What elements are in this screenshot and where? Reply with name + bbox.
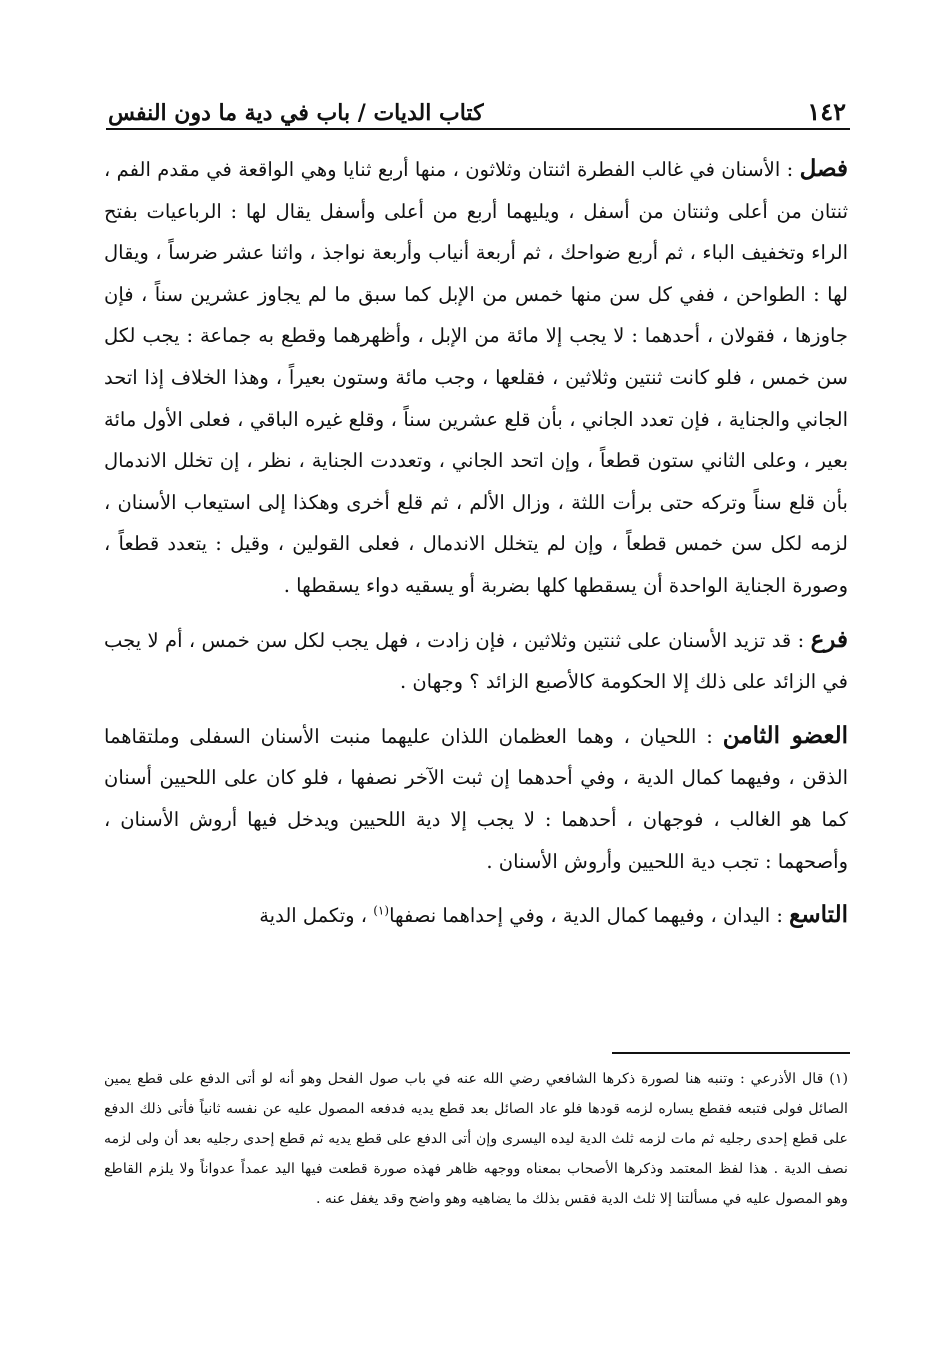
paragraph-lead: فرع <box>810 625 848 653</box>
main-text <box>104 148 848 949</box>
paragraph-lead: فصل <box>799 155 848 182</box>
paragraph-text: : اليدان ، وفيهما كمال الدية ، وفي إحداهما نصفها <box>389 904 790 928</box>
paragraph-fasl <box>104 148 848 607</box>
paragraph-far <box>104 619 848 703</box>
footnote-marker: (١) <box>829 1071 848 1087</box>
page-number: ١٤٢ <box>807 97 846 126</box>
paragraph-eighth-organ <box>104 715 848 882</box>
paragraph-lead: التاسع <box>789 901 848 929</box>
paragraph-text: : قد تزيد الأسنان على ثنتين وثلاثين ، فإن زادت ، فهل يجب لكل سن خمس ، أم لا يجب في الزائد على ذلك إلا الحكومة كالأصبع الزائد ؟ وجهان . <box>104 628 848 694</box>
footnote-reference: (١) <box>373 903 390 918</box>
paragraph-text: : الأسنان في غالب الفطرة اثنتان وثلاثون ، منها أربع ثنايا وهي الواقعة في مقدم الفم ، ثنتان من أعلى وثنتان من أسفل ، ويليهما أربع من أعلى وأسفل يقال لها : الرباعيات بفتح الراء وتخفيف الباء ، ثم أربع ضواحك ، ثم أربعة أنياب وأربعة نواجذ ، واثنا عشر ضرساً ، ويقال لها : الطواحن ، ففي كل سن منها خمس من الإبل كما سبق ما لم يجاوز عشرين سناً ، فإن جاوزها ، فقولان ، أحدهما : لا يجب إلا مائة من الإبل ، وأظهرهما وقطع به جماعة : يجب لكل سن خمس ، فلو كانت ثنتين وثلاثين ، فقلعها ، وجب مائة وستون بعيراً ، وهذا الخلاف إذا اتحد الجاني والجناية ، فإن تعدد الجاني ، بأن قلع عشرين سناً ، وقلع غيره الباقي ، فعلى الأول مائة بعير ، وعلى الثاني ستون قطعاً ، وإن اتحد الجاني ، وتعددت الجناية ، نظر ، إن تخلل الاندمال بأن قلع سناً وتركه حتى برأت اللثة ، وزال الألم ، ثم قلع أخرى وهكذا إلى استيعاب الأسنان ، لزمه لكل سن خمس قطعاً ، وإن لم يتخلل الاندمال ، فعلى القولين ، وقيل : يتعدد قطعاً ، وصورة الجناية الواحدة أن يسقطها كلها بضربة أو يسقيه دواء يسقطها . <box>104 158 848 597</box>
paragraph-text-after: ، وتكمل الدية <box>259 904 374 928</box>
footnote-text: قال الأذرعي : وتنبه هنا لصورة ذكرها الشافعي رضي الله عنه في باب صول الفحل وهو أنه لو أتى الدفع على قطع يمين الصائل فولى فتبعه فقطع يساره لزمه قودها فلو عاد الصائل بعد قطع يديه فدفعه المصول عليه عن نفسه ثانياً فأتى ذلك الدفع على قطع إحدى رجليه ثم مات لزمه ثلث الدية ليده اليسرى وإن أتى الدفع على قطع يديه ثم قطع إحدى رجليه بعد أن ولى لزمه نصف الدية . هذا لفظ المعتمد وذكرها الأصحاب بمعناه ووجهه ظاهر فهذه صورة قطعت فيها اليد عمداً عدواناً ولا يلزم القاطع وهو المصول عليه في مسألتنا إلا ثلث الدية فقس بذلك ما يضاهيه وهو واضح وقد يغفل عنه . <box>104 1071 848 1207</box>
paragraph-lead: العضو الثامن <box>722 721 848 749</box>
header-rule <box>106 128 850 130</box>
page-header <box>108 82 846 126</box>
paragraph-text: : اللحيان ، وهما العظمان اللذان عليهما منبت الأسنان السفلى وملتقاهما الذقن ، وفيهما كمال الدية ، وفي أحدهما إن ثبت الآخر نصفها ، فلو كان على اللحيين أسنان كما هو الغالب ، فوجهان ، أحدهما : لا يجب إلا دية اللحيين ويدخل فيها أروش الأسنان ، وأصحهما : تجب دية اللحيين وأروش الأسنان . <box>104 724 848 873</box>
footnote-rule <box>612 1052 850 1054</box>
paragraph-ninth <box>104 894 848 937</box>
footnote <box>104 1064 848 1214</box>
running-title: كتاب الديات / باب في دية ما دون النفس <box>108 100 484 126</box>
